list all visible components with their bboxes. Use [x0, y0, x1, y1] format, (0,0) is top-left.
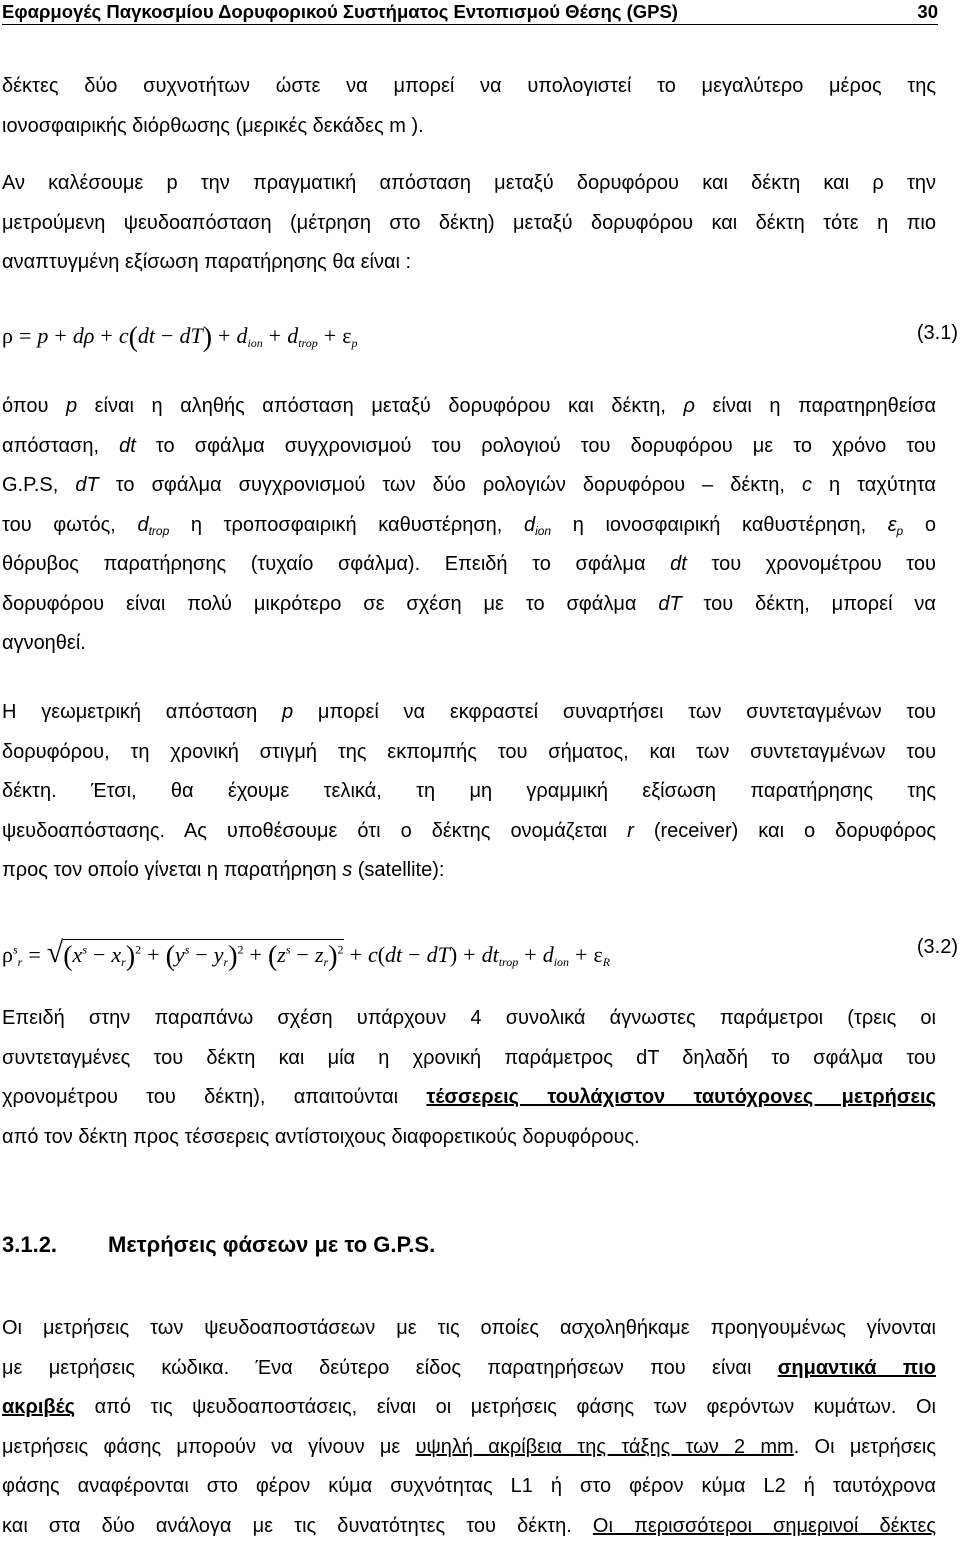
subscript-ion: ion: [535, 524, 551, 538]
page-header: [2, 0, 938, 25]
line-text: απόσταση,: [2, 435, 119, 457]
line-text: του χρονομέτρου του: [687, 553, 936, 575]
emphasis-text: σημαντικά πιο: [778, 1357, 936, 1379]
eq-subscript: r: [324, 955, 329, 969]
eq-paren: (: [268, 941, 277, 972]
eq-paren: (: [129, 322, 138, 353]
text-line: [2, 506, 936, 546]
text-line: [2, 693, 936, 733]
text-line: δέκτη. Έτσι, θα έχουμε τελικά, τη μη γραμμική εξίσωση παρατήρησης της: [2, 772, 936, 812]
text-line: δέκτες δύο συχνοτήτων ώστε να μπορεί να υπολογιστεί το μεγαλύτερο μέρος της: [2, 67, 936, 107]
symbol-d: d: [524, 514, 535, 536]
section-heading: [2, 1232, 435, 1258]
text-line: [2, 1349, 936, 1389]
line-text: προς τον οποίο γίνεται η παρατήρηση: [2, 859, 342, 881]
equation-body: [2, 936, 610, 973]
symbol-p: p: [66, 395, 77, 417]
eq-symbol: z: [277, 942, 286, 967]
line-text: το σφάλμα συγχρονισμού των δύο ρολογιών δορυφόρου – δέκτη,: [99, 474, 802, 496]
line-text: (satellite):: [352, 859, 444, 881]
line-text: από τις ψευδοαποστάσεις, είναι οι μετρήσεις φάσης των φερόντων κυμάτων. Οι: [75, 1396, 936, 1418]
text-line: [2, 545, 936, 585]
eq-exponent: 2: [135, 943, 141, 957]
eq-operator: −: [291, 942, 315, 967]
text-line: [2, 387, 936, 427]
eq-subscript: R: [603, 955, 610, 969]
subscript-p: p: [897, 524, 904, 538]
text-line: μετρούμενη ψευδοαπόσταση (μέτρηση στο δέκτη) μεταξύ δορυφόρου και δέκτη τότε η πιο: [2, 204, 936, 244]
eq-symbol: ρ: [2, 323, 13, 348]
eq-symbol: z: [315, 942, 324, 967]
text-line: φάσης αναφέρονται στο φέρον κύμα συχνότητας L1 ή στο φέρον κύμα L2 ή ταυτόχρονα: [2, 1467, 936, 1507]
eq-symbol: dt: [385, 942, 402, 967]
line-text: χρονομέτρου του δέκτη), απαιτούνται: [2, 1086, 426, 1108]
line-text: (receiver) και ο δορυφόρος: [634, 820, 936, 842]
line-text: του δέκτη, μπορεί να: [682, 593, 936, 615]
line-text: η τροποσφαιρική καθυστέρηση,: [169, 514, 524, 536]
symbol-d: d: [137, 514, 148, 536]
paragraph-6: [2, 1309, 936, 1546]
eq-operator: −: [155, 323, 179, 348]
text-line: ιονοσφαιρικής διόρθωσης (μερικές δεκάδες m ).: [2, 107, 936, 147]
eq-subscript: ion: [247, 336, 262, 350]
page-number: 30: [917, 1, 938, 23]
eq-paren: ): [328, 941, 337, 972]
subscript-trop: trop: [149, 524, 170, 538]
eq-operator: +: [518, 942, 542, 967]
paragraph-4: [2, 693, 936, 891]
equation-body: [2, 322, 357, 354]
line-text: ο: [903, 514, 936, 536]
symbol-r: r: [627, 820, 634, 842]
header-title: Εφαρμογές Παγκοσμίου Δορυφορικού Συστήματος Εντοπισμού Θέσης (GPS): [2, 1, 678, 23]
eq-subscript: r: [224, 955, 229, 969]
eq-superscript: s: [185, 943, 190, 957]
line-text: δορυφόρου είναι πολύ μικρότερο σε σχέση με το σφάλμα: [2, 593, 658, 615]
eq-radicand: [63, 939, 343, 967]
eq-operator: +: [318, 323, 342, 348]
line-text: Η γεωμετρική απόσταση: [2, 701, 282, 723]
text-line: [2, 1428, 936, 1468]
paragraph-1: [2, 67, 936, 146]
eq-operator: +: [244, 942, 268, 967]
equation-number: (3.2): [917, 936, 958, 959]
eq-paren: ): [126, 941, 135, 972]
text-line: [2, 1507, 936, 1546]
eq-symbol: dρ: [73, 323, 95, 348]
underlined-text: Οι περισσότεροι σημερινοί δέκτες: [593, 1515, 936, 1537]
eq-operator: =: [13, 323, 37, 348]
line-text: μπορεί να εκφραστεί συναρτήσει των συντεταγμένων του: [293, 701, 936, 723]
eq-symbol: d: [236, 323, 247, 348]
text-line: δορυφόρου, τη χρονική στιγμή της εκπομπής του σήματος, και των συντεταγμένων του: [2, 733, 936, 773]
text-line: συντεταγμένες του δέκτη και μία η χρονική παράμετρος dT δηλαδή το σφάλμα του: [2, 1039, 936, 1079]
symbol-s: s: [342, 859, 352, 881]
eq-superscript: s: [13, 943, 18, 957]
eq-paren: ): [203, 322, 212, 353]
emphasis-text: τέσσερεις τουλάχιστον ταυτόχρονες μετρήσεις: [426, 1086, 936, 1108]
eq-symbol: d: [287, 323, 298, 348]
eq-symbol: d: [543, 942, 554, 967]
symbol-rho: ρ: [684, 395, 695, 417]
eq-operator: +: [263, 323, 287, 348]
paragraph-5: [2, 999, 936, 1157]
eq-symbol: p: [37, 323, 48, 348]
eq-paren: (: [378, 942, 385, 967]
eq-sqrt: √: [47, 936, 63, 969]
eq-paren: ): [450, 942, 457, 967]
line-text: G.P.S,: [2, 474, 75, 496]
eq-exponent: 2: [238, 943, 244, 957]
symbol-epsilon: ε: [888, 514, 897, 536]
eq-operator: =: [22, 942, 46, 967]
line-text: η ιονοσφαιρική καθυστέρηση,: [551, 514, 888, 536]
eq-operator: +: [457, 942, 481, 967]
text-line: [2, 851, 936, 891]
eq-symbol: c: [119, 323, 129, 348]
text-line: αναπτυγμένη εξίσωση παρατήρησης θα είναι :: [2, 243, 936, 283]
emphasis-text: ακριβές: [2, 1396, 75, 1418]
eq-symbol: dt: [138, 323, 155, 348]
eq-operator: +: [212, 323, 236, 348]
eq-paren: ): [228, 941, 237, 972]
eq-operator: +: [94, 323, 118, 348]
eq-subscript: r: [18, 955, 23, 969]
symbol-dT: dT: [658, 593, 681, 615]
eq-superscript: s: [82, 943, 87, 957]
line-text: όπου: [2, 395, 66, 417]
eq-operator: +: [344, 942, 368, 967]
equation-number: (3.1): [917, 322, 958, 345]
text-line: [2, 466, 936, 506]
eq-paren: (: [166, 941, 175, 972]
eq-symbol: dT: [179, 323, 202, 348]
symbol-dt: dt: [670, 553, 687, 575]
text-line: αγνοηθεί.: [2, 624, 936, 664]
line-text: με μετρήσεις κώδικα. Ένα δεύτερο είδος παρατηρήσεων που είναι: [2, 1357, 778, 1379]
symbol-dT: dT: [75, 474, 98, 496]
line-text: Αν καλέσουμε p την πραγματική απόσταση μεταξύ δορυφόρου και δέκτη και ρ την: [2, 172, 936, 194]
text-line: [2, 427, 936, 467]
eq-subscript: trop: [499, 955, 519, 969]
eq-subscript: trop: [298, 336, 318, 350]
underlined-text: υψηλή ακρίβεια της τάξης των 2 mm: [416, 1436, 794, 1458]
equation-3-2: [2, 930, 958, 974]
eq-operator: +: [141, 942, 165, 967]
eq-symbol: dT: [427, 942, 450, 967]
text-line: [2, 1388, 936, 1428]
text-line: [2, 164, 936, 204]
line-text: και στα δύο ανάλογα με τις δυνατότητες του δέκτη.: [2, 1515, 593, 1537]
eq-exponent: 2: [338, 943, 344, 957]
line-text: μετρήσεις φάσης μπορούν να γίνουν με: [2, 1436, 416, 1458]
text-line: [2, 1078, 936, 1118]
line-text: θόρυβος παρατήρησης (τυχαίο σφάλμα). Επειδή το σφάλμα: [2, 553, 670, 575]
paragraph-3: [2, 387, 936, 664]
eq-symbol: x: [111, 942, 121, 967]
eq-symbol: ε: [342, 323, 351, 348]
line-text: το σφάλμα συγχρονισμού του ρολογιού του δορυφόρου με το χρόνο του: [136, 435, 936, 457]
eq-symbol: y: [214, 942, 224, 967]
line-text: είναι η παρατηρηθείσα: [695, 395, 936, 417]
eq-symbol: y: [175, 942, 185, 967]
text-line: [2, 585, 936, 625]
eq-symbol: ε: [593, 942, 602, 967]
text-line: από τον δέκτη προς τέσσερεις αντίστοιχους διαφορετικούς δορυφόρους.: [2, 1118, 936, 1158]
eq-operator: −: [87, 942, 111, 967]
eq-symbol: dt: [482, 942, 499, 967]
eq-symbol: x: [73, 942, 83, 967]
section-title: Μετρήσεις φάσεων με το G.P.S.: [108, 1232, 435, 1257]
eq-operator: −: [402, 942, 426, 967]
symbol-dt: dt: [119, 435, 136, 457]
line-text: . Οι μετρήσεις: [794, 1436, 936, 1458]
eq-operator: +: [569, 942, 593, 967]
eq-operator: +: [48, 323, 72, 348]
eq-subscript: p: [351, 336, 357, 350]
line-text: η ταχύτητα: [812, 474, 936, 496]
line-text: ψευδοαπόστασης. Ας υποθέσουμε ότι ο δέκτης ονομάζεται: [2, 820, 627, 842]
eq-operator: −: [189, 942, 213, 967]
paragraph-2: [2, 164, 936, 283]
text-line: [2, 812, 936, 852]
section-number: 3.1.2.: [2, 1232, 108, 1258]
eq-superscript: s: [286, 943, 291, 957]
text-line: Οι μετρήσεις των ψευδοαποστάσεων με τις οποίες ασχοληθήκαμε προηγουμένως γίνονται: [2, 1309, 936, 1349]
eq-symbol: c: [368, 942, 378, 967]
equation-3-1: [2, 316, 958, 360]
line-text: του φωτός,: [2, 514, 137, 536]
text-line: Επειδή στην παραπάνω σχέση υπάρχουν 4 συνολικά άγνωστες παράμετροι (τρεις οι: [2, 999, 936, 1039]
eq-symbol: ρ: [2, 942, 13, 967]
eq-subscript: r: [121, 955, 126, 969]
eq-subscript: ion: [554, 955, 569, 969]
symbol-p: p: [282, 701, 293, 723]
eq-paren: (: [63, 941, 72, 972]
line-text: είναι η αληθής απόσταση μεταξύ δορυφόρου και δέκτη,: [77, 395, 683, 417]
symbol-c: c: [802, 474, 812, 496]
